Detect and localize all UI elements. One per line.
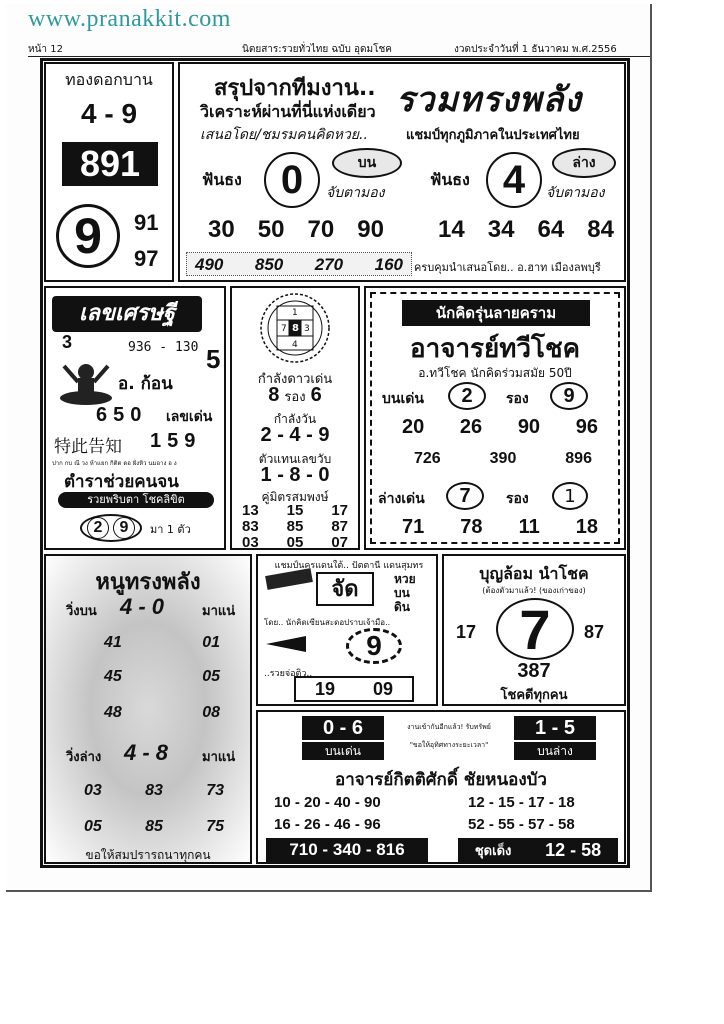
tuathaen-line: 1 - 8 - 0 — [260, 464, 330, 486]
chinese-text: 特此告知 — [54, 437, 122, 457]
left-line-2: 16 - 26 - 46 - 96 — [274, 816, 381, 833]
number: 26 — [459, 416, 483, 438]
ajarn-thawee-name: อาจารย์ทวีโชค — [410, 334, 580, 364]
teacher-kon: อ. ก้อน — [118, 374, 173, 394]
wing-bon-label: วิ่งบน — [66, 604, 97, 619]
wheel-right: 3 — [304, 324, 310, 334]
number: 83 — [145, 782, 163, 799]
pair-row — [242, 534, 348, 551]
newspaper-page — [6, 4, 652, 892]
chut-den-strip — [458, 838, 618, 862]
number: 20 — [402, 416, 425, 438]
right-line-2: 52 - 55 - 57 - 58 — [468, 816, 575, 833]
nu-song-phalang-panel — [44, 554, 252, 864]
big-digit-7: 7 — [496, 598, 574, 660]
small-caption: ..รวยจ่อติว.. — [264, 669, 313, 679]
number: 48 — [104, 704, 122, 721]
lang-number-row — [402, 516, 598, 539]
lek-den-label: เลขเด่น — [166, 409, 213, 425]
bon-number-row — [402, 416, 598, 439]
ma-nae-2: มาแน่ — [202, 750, 236, 765]
lang-row — [84, 782, 224, 800]
pair: 05 — [286, 534, 304, 551]
lang-sub-digit: 1 — [552, 482, 588, 510]
ajarn-kitti-name: อาจารย์กิตติศักดิ์ ชัยหนองบัว — [335, 770, 547, 790]
pair-4-9: 4 - 9 — [80, 98, 138, 129]
three-digit-row — [414, 450, 592, 468]
number: 05 — [202, 668, 220, 685]
badge-lang: ล่าง — [552, 148, 616, 178]
chinese-number: 159 — [150, 430, 202, 452]
lang-den-label: ล่างเด่น — [378, 491, 425, 507]
ajarn-kitti-panel — [256, 710, 626, 864]
number: 85 — [145, 818, 163, 835]
number: 96 — [575, 416, 598, 438]
bun-lom-subtitle: (ต้องตัวมาแล้ว! (ของเก่าของ) — [482, 586, 586, 595]
wheel-top: 1 — [292, 308, 298, 318]
wing-lang-label: วิ่งล่าง — [66, 750, 102, 765]
top-numbers: 936 - 130 — [128, 340, 199, 355]
digit-oval — [80, 514, 142, 542]
number: 160 — [374, 255, 403, 274]
number: 390 — [489, 450, 517, 467]
kamlang-dao-panel — [230, 286, 360, 550]
number: 45 — [104, 668, 122, 685]
label-khu-mit: คู่มิตรสมพงษ์ — [261, 490, 329, 504]
header-divider — [28, 56, 650, 57]
tamra-title: ตำราช่วยคนจน — [64, 472, 179, 492]
number: 11 — [518, 516, 540, 538]
summary-title: สรุปจากทีมงาน.. — [214, 76, 376, 101]
rong-label: รอง — [506, 391, 529, 407]
bun-lom-footer: โชคดีทุกคน — [500, 688, 568, 703]
side-number-97: 97 — [134, 246, 159, 271]
bon-sub-digit: 9 — [550, 382, 588, 410]
brand-slogan: แชมป์ทุกภูมิภาคในประเทศไทย — [406, 128, 580, 143]
left-pair: 0 - 6 — [302, 716, 384, 740]
wheel-center: 8 — [292, 323, 299, 334]
number: 01 — [202, 634, 220, 651]
label-tuathaen: ตัวแทนเลขวับ — [258, 452, 332, 466]
jab-tam-mong-2: จับตามอง — [546, 185, 605, 201]
bon-den-label: บนเด่น — [382, 391, 424, 407]
lang-main-digit: 7 — [446, 482, 484, 510]
number: 75 — [206, 818, 224, 835]
left-number: 17 — [456, 622, 477, 642]
side-word: บน — [394, 586, 410, 600]
pair: 15 — [286, 502, 304, 519]
credit-line: ครบคุมนำเสนอโดย.. อ.ฮาท เมืองลพบุรี — [414, 261, 601, 274]
side-word: หวย — [394, 572, 416, 586]
big-digit-9: 9 — [56, 204, 120, 268]
number: 726 — [414, 450, 441, 467]
number: 490 — [195, 255, 224, 274]
pair-row — [242, 518, 348, 535]
caption: โดย.. นักคิดเซียนสะดอปราบเจ้ามือ.. — [264, 618, 391, 627]
chut-pair: 12 - 58 — [545, 839, 602, 860]
byline: เสนอโดย/ชมรมคนคิดหวย.. — [200, 127, 368, 143]
right-number: 87 — [584, 622, 605, 642]
nu-song-phalang-title: หนูทรงพลัง — [95, 570, 201, 595]
lek-setthi-panel — [44, 286, 226, 550]
fan-thong-label-1: ฟันธง — [202, 170, 242, 189]
number: 73 — [206, 782, 224, 799]
label-kamlang-dao: กำลังดาวเด่น — [257, 372, 333, 387]
jab-tam-mong-1: จับตามอง — [326, 185, 385, 201]
huai-ban-din-panel — [256, 554, 438, 706]
rong-label-2: รอง — [506, 491, 529, 507]
ma-1-tua: มา 1 ตัว — [150, 523, 191, 536]
number: 18 — [575, 516, 598, 538]
chut-label: ชุดเด็ง — [474, 843, 512, 859]
right-number-row — [438, 216, 614, 244]
pair-box — [294, 676, 414, 702]
number-5: 5 — [206, 344, 221, 374]
main-number-650: 650 — [96, 404, 148, 426]
label-lang: บนล่าง — [514, 742, 596, 760]
wheel-bottom: 4 — [292, 340, 298, 350]
number: 896 — [565, 450, 592, 467]
kamlang-wan-line: 2 - 4 - 9 — [260, 424, 330, 446]
side-text — [394, 572, 416, 614]
pair: 03 — [242, 534, 259, 551]
pair-left: 19 — [314, 678, 336, 699]
ma-nae-1: มาแน่ — [202, 604, 236, 619]
lek-setthi-title: เลขเศรษฐี — [52, 296, 202, 332]
label-kamlang-wan: กำลังวัน — [273, 412, 317, 426]
number: 41 — [104, 634, 122, 651]
three-digit-row — [186, 252, 412, 276]
thong-dok-ban-panel — [44, 62, 174, 282]
ajarn-thawee-panel — [364, 286, 626, 550]
number: 50 — [257, 216, 285, 243]
pair: 85 — [286, 518, 304, 535]
brand-ruam-song-phalang: รวมทรงพลัง — [396, 80, 582, 120]
number: 34 — [487, 216, 515, 243]
pair: 83 — [242, 518, 259, 535]
bon-row — [104, 634, 220, 652]
pair-right: 09 — [372, 678, 394, 699]
draw-date: งวดประจำวันที่ 1 ธันวาคม พ.ศ.2556 — [454, 44, 617, 55]
big-digit-9: 9 — [346, 628, 402, 664]
page-number: หน้า 12 — [28, 44, 63, 55]
three-digit-387: 387 — [517, 660, 551, 682]
middle-caption-1: งานเข้ากันอีกแล้ว! รับทรัพย์ — [407, 723, 491, 731]
lang-row — [84, 818, 224, 836]
nu-footer: ขอให้สมปรารถนาทุกคน — [85, 848, 211, 862]
number: 850 — [254, 255, 284, 274]
right-pair: 1 - 5 — [514, 716, 596, 740]
ribbon-banner: รวยพริบตา โชคลิขิต — [58, 492, 214, 508]
digit: 9 — [113, 517, 135, 539]
number: 90 — [517, 416, 541, 438]
number: 05 — [84, 818, 102, 835]
left-number-row — [208, 216, 384, 244]
website-watermark[interactable]: www.pranakkit.com — [28, 6, 231, 32]
bon-row — [104, 668, 220, 686]
pair-row — [242, 502, 348, 519]
right-line-1: 12 - 15 - 17 - 18 — [468, 794, 575, 811]
fan-thong-digit-0: 0 — [264, 152, 320, 208]
jod-badge: จัด — [316, 572, 374, 606]
number: 08 — [202, 704, 220, 721]
left-line-1: 10 - 20 - 40 - 90 — [274, 794, 381, 811]
thong-dok-ban-title: ทองดอกบาน — [65, 70, 153, 89]
number: 03 — [84, 782, 102, 799]
wheel-left: 7 — [281, 324, 287, 334]
number: 270 — [314, 255, 344, 274]
side-word: ดิน — [394, 600, 410, 614]
top-caption: แชมป์นครแดนใต้.. ปัตตานี แดนสุมทร — [274, 561, 424, 571]
pair: 87 — [331, 518, 348, 535]
digit: 2 — [87, 517, 109, 539]
ajarn-thawee-sub: อ.ทวีโชค นักคิดร่วมสมัย 50ปี — [418, 366, 572, 380]
fan-thong-digit-4: 4 — [486, 152, 542, 208]
bon-row — [104, 704, 220, 722]
ruam-song-phalang-panel — [178, 62, 626, 282]
number: 14 — [438, 216, 465, 243]
number: 71 — [402, 516, 425, 538]
small-caption: ปาก กบ ณี วง ห้าแยก กิติต ดอ ฝั่งหิว นมอาง อ ง — [52, 460, 177, 467]
bun-lom-title: บุญล้อม นำโชค — [479, 564, 589, 583]
middle-caption-2: "ขอให้อุทิศทางระยะเวลา" — [409, 741, 489, 749]
dao-main: 8 — [268, 384, 280, 406]
dao-line — [232, 384, 358, 407]
bun-lom-panel — [442, 554, 626, 706]
three-digit-strip: 710 - 340 - 816 — [266, 838, 428, 862]
dao-sub: 6 — [310, 384, 322, 406]
number: 84 — [587, 216, 614, 243]
fortune-figure-icon — [58, 354, 114, 406]
three-digit-891: 891 — [62, 142, 158, 186]
pair: 13 — [242, 502, 259, 519]
bon-pair: 4 - 0 — [120, 594, 165, 619]
number: 70 — [307, 216, 335, 243]
number: 30 — [208, 216, 235, 243]
banner-nakkhit: นักคิดรุ่นลายคราม — [402, 300, 590, 326]
badge-bon: บน — [332, 148, 402, 178]
pair: 17 — [331, 502, 348, 519]
analysis-subtitle: วิเคราะห์ผ่านที่นี่แห่งเดียว — [200, 102, 376, 121]
arrow-icon — [266, 636, 326, 652]
fan-thong-label-2: ฟันธง — [430, 170, 470, 189]
number: 64 — [537, 216, 565, 243]
bon-main-digit: 2 — [448, 382, 486, 410]
number: 90 — [357, 216, 384, 243]
number: 78 — [460, 516, 483, 538]
lang-pair: 4 - 8 — [124, 740, 169, 765]
rong-label: รอง — [284, 390, 306, 405]
number-3: 3 — [62, 332, 73, 352]
magazine-name: นิตยสาร:รวยทั่วไทย ฉบับ อุดมโชค — [242, 44, 392, 55]
label-bon: บนเด่น — [302, 742, 384, 760]
pair: 07 — [331, 534, 348, 551]
side-number-91: 91 — [134, 210, 159, 235]
